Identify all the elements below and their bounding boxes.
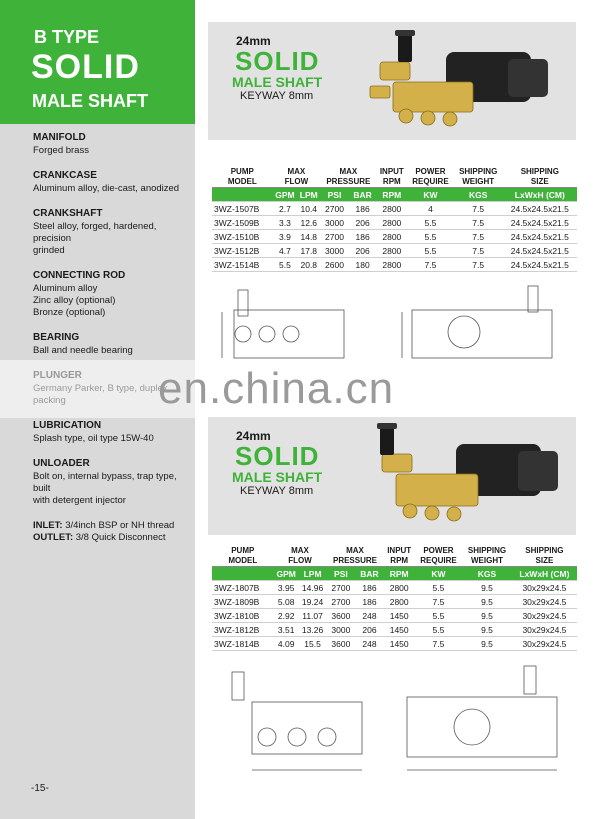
title-banner xyxy=(0,0,195,124)
spec-item xyxy=(33,332,193,357)
unit-cell: KGS xyxy=(462,567,512,581)
spec-value: Zinc alloy (optional) xyxy=(33,295,116,306)
value-cell: 9.5 xyxy=(462,581,512,595)
value-cell: 2800 xyxy=(376,202,407,216)
unit-cell xyxy=(212,188,273,202)
spec-value: Bolt on, internal bypass, trap type, built xyxy=(33,471,177,494)
header-line: PUMP xyxy=(231,546,255,555)
model-cell: 3WZ-1810B xyxy=(212,609,274,623)
product-shaft: MALE SHAFT xyxy=(232,74,323,90)
table-row xyxy=(212,637,577,651)
value-cell: 30x29x24.5 xyxy=(512,609,577,623)
header-line: POWER xyxy=(423,546,454,555)
value-cell: 19.24 xyxy=(299,595,327,609)
unit-cell: KW xyxy=(415,567,462,581)
unit-cell: KW xyxy=(407,188,454,202)
product-shaft: MALE SHAFT xyxy=(232,469,323,485)
model-cell: 3WZ-1509B xyxy=(212,216,273,230)
value-cell: 206 xyxy=(355,623,383,637)
value-cell: 248 xyxy=(355,637,383,651)
model-cell: 3WZ-1507B xyxy=(212,202,273,216)
value-cell: 2800 xyxy=(376,230,407,244)
banner-shaft: MALE SHAFT xyxy=(32,91,148,111)
spec-value: grinded xyxy=(33,245,65,256)
value-cell: 186 xyxy=(355,581,383,595)
value-cell: 2600 xyxy=(320,258,349,272)
watermark-text: en.china.cn xyxy=(158,364,395,413)
pump-photo xyxy=(358,419,568,531)
value-cell: 248 xyxy=(355,609,383,623)
spec-title: CRANKCASE xyxy=(33,170,97,181)
value-cell: 20.8 xyxy=(297,258,320,272)
table-row xyxy=(212,595,577,609)
pump-photo xyxy=(358,24,568,136)
spec-value: Forged brass xyxy=(33,145,89,156)
unit-cell: BAR xyxy=(349,188,377,202)
column-header xyxy=(415,546,462,567)
unit-cell: RPM xyxy=(376,188,407,202)
header-line: SIZE xyxy=(530,177,549,186)
value-cell: 5.08 xyxy=(274,595,299,609)
header-line: FLOW xyxy=(284,177,309,186)
value-cell: 2.7 xyxy=(273,202,298,216)
unit-cell: LPM xyxy=(297,188,320,202)
value-cell: 2800 xyxy=(376,216,407,230)
spec-table-2 xyxy=(212,546,577,651)
header-line: INPUT xyxy=(387,546,412,555)
banner-solid: SOLID xyxy=(31,48,140,86)
value-cell: 7.5 xyxy=(454,216,503,230)
value-cell: 5.5 xyxy=(415,623,462,637)
table-row xyxy=(212,258,577,272)
value-cell: 1450 xyxy=(384,623,415,637)
unit-cell: PSI xyxy=(326,567,355,581)
unit-cell: GPM xyxy=(274,567,299,581)
column-header xyxy=(320,167,376,188)
header-line: INPUT xyxy=(379,167,404,176)
table-row xyxy=(212,581,577,595)
value-cell: 1450 xyxy=(384,637,415,651)
value-cell: 3.3 xyxy=(273,216,298,230)
header-line: WEIGHT xyxy=(462,177,495,186)
value-cell: 7.5 xyxy=(454,230,503,244)
header-line: PRESSURE xyxy=(332,556,377,565)
column-header xyxy=(384,546,415,567)
header-line: SHIPPING xyxy=(520,167,559,176)
header-line: MAX xyxy=(291,546,309,555)
value-cell: 7.5 xyxy=(454,202,503,216)
value-cell: 3.51 xyxy=(274,623,299,637)
value-cell: 9.5 xyxy=(462,637,512,651)
unit-cell xyxy=(212,567,274,581)
value-cell: 30x29x24.5 xyxy=(512,623,577,637)
value-cell: 24.5x24.5x21.5 xyxy=(503,230,577,244)
spec-item xyxy=(33,170,193,195)
value-cell: 2800 xyxy=(384,595,415,609)
model-cell: 3WZ-1809B xyxy=(212,595,274,609)
inlet-outlet xyxy=(33,520,193,544)
header-line: PRESSURE xyxy=(326,177,371,186)
header-line: WEIGHT xyxy=(471,556,503,565)
unit-cell: KGS xyxy=(454,188,503,202)
product-name: SOLID xyxy=(235,46,320,76)
value-cell: 3000 xyxy=(320,216,349,230)
spec-item xyxy=(33,458,193,507)
model-cell: 3WZ-1814B xyxy=(212,637,274,651)
spec-title: BEARING xyxy=(33,332,80,343)
value-cell: 5.5 xyxy=(407,244,454,258)
product-keyway: KEYWAY 8mm xyxy=(240,485,314,497)
value-cell: 14.8 xyxy=(297,230,320,244)
spec-value: Steel alloy, forged, hardened, precision xyxy=(33,221,157,244)
value-cell: 9.5 xyxy=(462,595,512,609)
header-line: MAX xyxy=(287,167,306,176)
spec-value: with detergent injector xyxy=(33,495,126,506)
value-cell: 5.5 xyxy=(273,258,298,272)
table-row xyxy=(212,202,577,216)
value-cell: 7.5 xyxy=(415,595,462,609)
value-cell: 30x29x24.5 xyxy=(512,581,577,595)
value-cell: 30x29x24.5 xyxy=(512,637,577,651)
value-cell: 4.09 xyxy=(274,637,299,651)
header-line: MODEL xyxy=(228,556,258,565)
value-cell: 3000 xyxy=(326,623,355,637)
value-cell: 12.6 xyxy=(297,216,320,230)
column-header xyxy=(462,546,512,567)
value-cell: 5.5 xyxy=(415,581,462,595)
header-line: REQUIRE xyxy=(412,177,449,186)
value-cell: 3600 xyxy=(326,609,355,623)
unit-cell: RPM xyxy=(384,567,415,581)
outlet-value: 3/8 Quick Disconnect xyxy=(73,532,166,543)
value-cell: 3.95 xyxy=(274,581,299,595)
header-line: RPM xyxy=(382,177,401,186)
value-cell: 206 xyxy=(349,244,377,258)
value-cell: 15.5 xyxy=(299,637,327,651)
spec-table-1 xyxy=(212,167,577,272)
outlet-label: OUTLET: xyxy=(33,532,74,543)
column-header xyxy=(407,167,454,188)
unit-cell: GPM xyxy=(273,188,298,202)
value-cell: 7.5 xyxy=(454,244,503,258)
product-panel-1 xyxy=(208,22,576,140)
header-line: RPM xyxy=(390,556,409,565)
column-header xyxy=(503,167,577,188)
table-row xyxy=(212,230,577,244)
spec-value: Aluminum alloy, die-cast, anodized xyxy=(33,183,180,194)
value-cell: 206 xyxy=(349,216,377,230)
header-line: FLOW xyxy=(288,556,312,565)
unit-row xyxy=(212,567,577,581)
value-cell: 1450 xyxy=(384,609,415,623)
value-cell: 9.5 xyxy=(462,623,512,637)
product-keyway: KEYWAY 8mm xyxy=(240,90,314,102)
header-line: SHIPPING xyxy=(459,167,498,176)
spec-item xyxy=(33,208,193,257)
spec-item xyxy=(33,270,193,319)
column-header xyxy=(212,167,273,188)
dimension-drawing-1 xyxy=(212,282,592,362)
header-line: MAX xyxy=(346,546,364,555)
spec-title: LUBRICATION xyxy=(33,420,102,431)
value-cell: 30x29x24.5 xyxy=(512,595,577,609)
model-cell: 3WZ-1512B xyxy=(212,244,273,258)
table-row xyxy=(212,216,577,230)
value-cell: 2700 xyxy=(320,230,349,244)
value-cell: 186 xyxy=(349,202,377,216)
spec-value: Bronze (optional) xyxy=(33,307,106,318)
header-line: POWER xyxy=(415,167,446,176)
column-header xyxy=(326,546,383,567)
spec-list xyxy=(33,132,193,544)
header-line: SHIPPING xyxy=(525,546,564,555)
spec-title: MANIFOLD xyxy=(33,132,86,143)
value-cell: 11.07 xyxy=(299,609,327,623)
header-line: PUMP xyxy=(230,167,254,176)
unit-cell: LxWxH (CM) xyxy=(512,567,577,581)
value-cell: 5.5 xyxy=(415,609,462,623)
value-cell: 4 xyxy=(407,202,454,216)
table-row xyxy=(212,244,577,258)
unit-cell: PSI xyxy=(320,188,349,202)
unit-cell: BAR xyxy=(355,567,383,581)
value-cell: 3.9 xyxy=(273,230,298,244)
table-row xyxy=(212,623,577,637)
value-cell: 186 xyxy=(355,595,383,609)
inlet-label: INLET: xyxy=(33,520,63,531)
shaft-size: 24mm xyxy=(236,34,271,48)
value-cell: 7.5 xyxy=(407,258,454,272)
value-cell: 180 xyxy=(349,258,377,272)
spec-value: Splash type, oil type 15W-40 xyxy=(33,433,154,444)
header-line: SIZE xyxy=(535,556,554,565)
shaft-size: 24mm xyxy=(236,429,271,443)
model-cell: 3WZ-1510B xyxy=(212,230,273,244)
header-line: REQUIRE xyxy=(420,556,457,565)
value-cell: 2800 xyxy=(384,581,415,595)
column-header xyxy=(454,167,503,188)
unit-cell: LPM xyxy=(299,567,327,581)
model-cell: 3WZ-1514B xyxy=(212,258,273,272)
value-cell: 13.26 xyxy=(299,623,327,637)
value-cell: 24.5x24.5x21.5 xyxy=(503,202,577,216)
value-cell: 2800 xyxy=(376,244,407,258)
value-cell: 24.5x24.5x21.5 xyxy=(503,244,577,258)
value-cell: 10.4 xyxy=(297,202,320,216)
column-header xyxy=(376,167,407,188)
model-cell: 3WZ-1812B xyxy=(212,623,274,637)
value-cell: 24.5x24.5x21.5 xyxy=(503,216,577,230)
model-cell: 3WZ-1807B xyxy=(212,581,274,595)
column-header xyxy=(512,546,577,567)
value-cell: 4.7 xyxy=(273,244,298,258)
value-cell: 2.92 xyxy=(274,609,299,623)
table-row xyxy=(212,609,577,623)
unit-cell: LxWxH (CM) xyxy=(503,188,577,202)
spec-value: Ball and needle bearing xyxy=(33,345,133,356)
value-cell: 2700 xyxy=(326,595,355,609)
value-cell: 24.5x24.5x21.5 xyxy=(503,258,577,272)
value-cell: 17.8 xyxy=(297,244,320,258)
banner-type: B TYPE xyxy=(34,27,100,47)
value-cell: 5.5 xyxy=(407,230,454,244)
spec-title: UNLOADER xyxy=(33,458,90,469)
spec-title: CONNECTING ROD xyxy=(33,270,126,281)
spec-item xyxy=(33,132,193,157)
value-cell: 2700 xyxy=(320,202,349,216)
spec-title: CRANKSHAFT xyxy=(33,208,103,219)
column-header xyxy=(273,167,321,188)
header-line: SHIPPING xyxy=(467,546,507,555)
value-cell: 2800 xyxy=(376,258,407,272)
page-number: -15- xyxy=(31,783,49,794)
header-line: MAX xyxy=(339,167,358,176)
header-line: MODEL xyxy=(227,177,257,186)
column-header xyxy=(212,546,274,567)
value-cell: 3000 xyxy=(320,244,349,258)
value-cell: 186 xyxy=(349,230,377,244)
dimension-drawing-2 xyxy=(212,662,592,782)
value-cell: 5.5 xyxy=(407,216,454,230)
inlet-value: 3/4inch BSP or NH thread xyxy=(62,520,175,531)
value-cell: 7.5 xyxy=(415,637,462,651)
unit-row xyxy=(212,188,577,202)
spec-item xyxy=(33,420,193,445)
value-cell: 3600 xyxy=(326,637,355,651)
spec-value: Aluminum alloy xyxy=(33,283,98,294)
product-panel-2 xyxy=(208,417,576,535)
value-cell: 9.5 xyxy=(462,609,512,623)
value-cell: 7.5 xyxy=(454,258,503,272)
value-cell: 2700 xyxy=(326,581,355,595)
column-header xyxy=(274,546,327,567)
product-name: SOLID xyxy=(235,441,320,471)
value-cell: 14.96 xyxy=(299,581,327,595)
